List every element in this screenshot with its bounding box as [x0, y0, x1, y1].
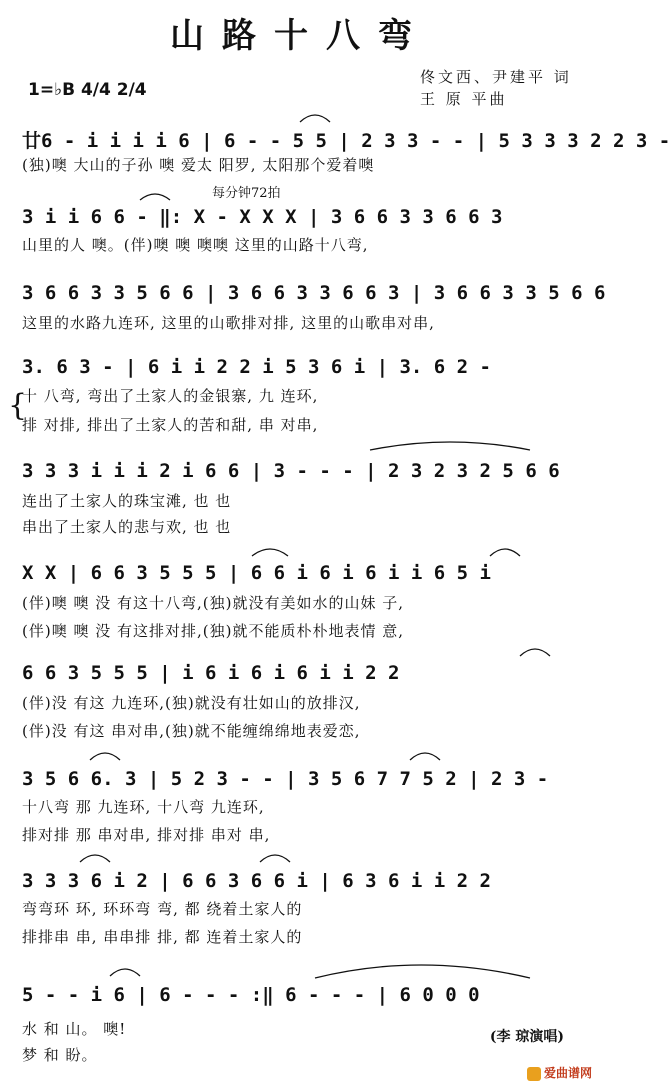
watermark	[527, 1064, 592, 1081]
tie-arc	[300, 115, 330, 122]
melody-line-4: 3. 6 3 - | 6 i i 2 2 i 5 3 6 i | 3. 6 2 -	[22, 356, 491, 378]
lyric-line-4a: 十 八弯, 弯出了土家人的金银寨, 九 连环,	[22, 387, 319, 405]
tie-arc	[140, 194, 170, 200]
lyric-line-6b: (伴)噢 噢 没 有这排对排,(独)就不能质朴朴地表情 意,	[22, 622, 405, 640]
tie-arc	[490, 549, 520, 556]
lyric-line-10a: 水 和 山。 噢!	[22, 1020, 127, 1038]
melody-line-2: 3 i i 6 6 - ‖: X - X X X | 3 6 6 3 3 6 6 3	[22, 206, 503, 228]
melody-line-1: 廿6 - i i i i 6 | 6 - - 5 5 | 2 3 3 - - | 5 3 3 3 2 2 3 -	[22, 130, 670, 152]
lyric-line-7a: (伴)没 有这 九连环,(独)就没有壮如山的放排汉,	[22, 694, 361, 712]
melody-line-7: 6 6 3 5 5 5 | i 6 i 6 i 6 i i 2 2	[22, 662, 400, 684]
song-title: 山路十八弯	[170, 16, 430, 56]
melody-line-5: 3 3 3 i i i 2 i 6 6 | 3 - - - | 2 3 2 3 2 5 6 6	[22, 460, 560, 482]
tie-arc	[90, 753, 120, 760]
lyricist-credit: 佟文西、尹建平 词	[420, 68, 572, 86]
tie-arc	[110, 969, 140, 976]
tie-arc	[80, 855, 110, 862]
melody-line-3: 3 6 6 3 3 5 6 6 | 3 6 6 3 3 6 6 3 | 3 6 6 3 3 5 6 6	[22, 282, 606, 304]
tie-arc	[370, 442, 530, 450]
lyric-line-1: (独)噢 大山的子孙 噢 爱太 阳罗, 太阳那个爱着噢	[22, 156, 375, 174]
melody-line-9: 3 3 3 6 i 2 | 6 6 3 6 6 i | 6 3 6 i i 2 2	[22, 870, 491, 892]
lyric-line-9a: 弯弯环 环, 环环弯 弯, 都 绕着土家人的	[22, 900, 303, 918]
tie-arc	[260, 855, 290, 862]
lyric-line-7b: (伴)没 有这 串对串,(独)就不能缠绵绵地表爱恋,	[22, 722, 361, 740]
composer-credit: 王 原 平曲	[420, 90, 508, 108]
tie-arc	[410, 753, 440, 760]
lyric-line-10b: 梦 和 盼。	[22, 1046, 98, 1064]
lyric-line-2: 山里的人 噢。(伴)噢 噢 噢噢 这里的山路十八弯,	[22, 236, 369, 254]
lyric-line-3: 这里的水路九连环, 这里的山歌排对排, 这里的山歌串对串,	[22, 314, 435, 332]
site-logo-icon	[527, 1067, 541, 1081]
watermark-text: 爱曲谱网	[543, 1066, 592, 1080]
melody-line-10: 5 - - i 6 | 6 - - - :‖ 6 - - - | 6 0 0 0	[22, 984, 480, 1006]
tie-arc	[252, 549, 288, 556]
lyric-line-9b: 排排串 串, 串串排 排, 都 连着土家人的	[22, 928, 303, 946]
melody-line-6: X X | 6 6 3 5 5 5 | 6 6 i 6 i 6 i i 6 5 i	[22, 562, 491, 584]
key-signature: 1=♭B 4/4 2/4	[28, 80, 147, 100]
tie-arc	[315, 965, 530, 978]
lyric-line-5a: 连出了土家人的珠宝滩, 也 也	[22, 492, 232, 510]
lyric-line-4b: 排 对排, 排出了土家人的苦和甜, 串 对串,	[22, 416, 319, 434]
lyric-line-8b: 排对排 那 串对串, 排对排 串对 串,	[22, 826, 271, 844]
tie-arc	[520, 649, 550, 656]
verse-brace: {	[8, 388, 28, 423]
performer-credit: (李 琼演唱)	[489, 1029, 564, 1045]
lyric-line-6a: (伴)噢 噢 没 有这十八弯,(独)就没有美如水的山妹 子,	[22, 594, 405, 612]
lyric-line-8a: 十八弯 那 九连环, 十八弯 九连环,	[22, 798, 265, 816]
lyric-line-5b: 串出了土家人的悲与欢, 也 也	[22, 518, 232, 536]
melody-line-8: 3 5 6 6. 3 | 5 2 3 - - | 3 5 6 7 7 5 2 | 2 3 -	[22, 768, 549, 790]
tempo-mark: 每分钟72拍	[212, 186, 281, 201]
